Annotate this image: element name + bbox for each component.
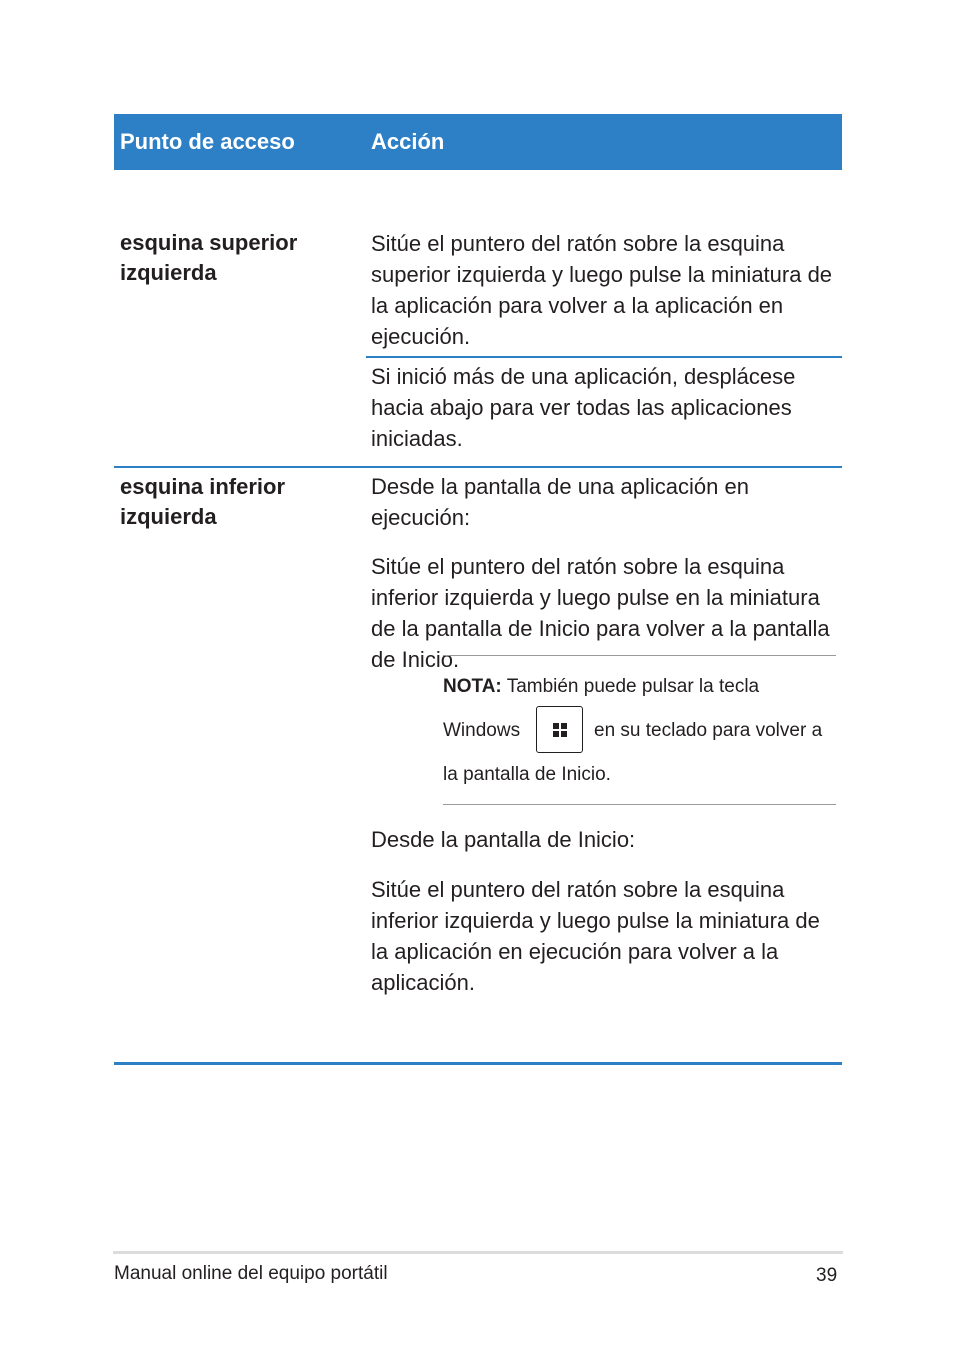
page-number: 39: [816, 1265, 838, 1286]
access-point-label: esquina inferior izquierda: [120, 474, 286, 529]
footer-rule: [113, 1251, 843, 1254]
table-header: [114, 114, 842, 170]
action-text: Sitúe el puntero del ratón sobre la esquina superior izquierda y luego pulse la miniatura de la aplicación para volver a la aplicación en ejecución.: [371, 231, 833, 349]
footer-title: Manual online del equipo portátil: [114, 1263, 388, 1284]
header-access-point: Punto de acceso: [120, 129, 295, 154]
note-text: en su teclado para volver a: [594, 720, 823, 741]
note-text: Windows: [443, 720, 521, 741]
action-text: Desde la pantalla de Inicio:: [371, 827, 636, 852]
note-text: También puede pulsar la tecla: [506, 676, 760, 697]
action-text: Desde la pantalla de una aplicación en ejecución:: [371, 474, 749, 530]
table-bottom-border: [114, 1062, 842, 1065]
windows-logo-icon: [553, 723, 567, 737]
note-label: NOTA:: [443, 676, 502, 697]
header-action: Acción: [371, 129, 445, 154]
table-row: [114, 170, 842, 466]
note-text: la pantalla de Inicio.: [443, 764, 611, 785]
action-text: Sitúe el puntero del ratón sobre la esquina inferior izquierda y luego pulse la miniatura de la aplicación en ejecución para volver a la aplicación.: [371, 877, 820, 995]
windows-key: [536, 706, 583, 753]
action-text: Si inició más de una aplicación, desplácese hacia abajo para ver todas las aplicaciones iniciadas.: [371, 364, 796, 451]
note-box: [443, 655, 836, 805]
action-text: Sitúe el puntero del ratón sobre la esquina inferior izquierda y luego pulse en la miniatura de la pantalla de Inicio para volver a la pantalla de Inicio.: [371, 554, 830, 672]
access-point-label: esquina superior izquierda: [120, 230, 298, 285]
